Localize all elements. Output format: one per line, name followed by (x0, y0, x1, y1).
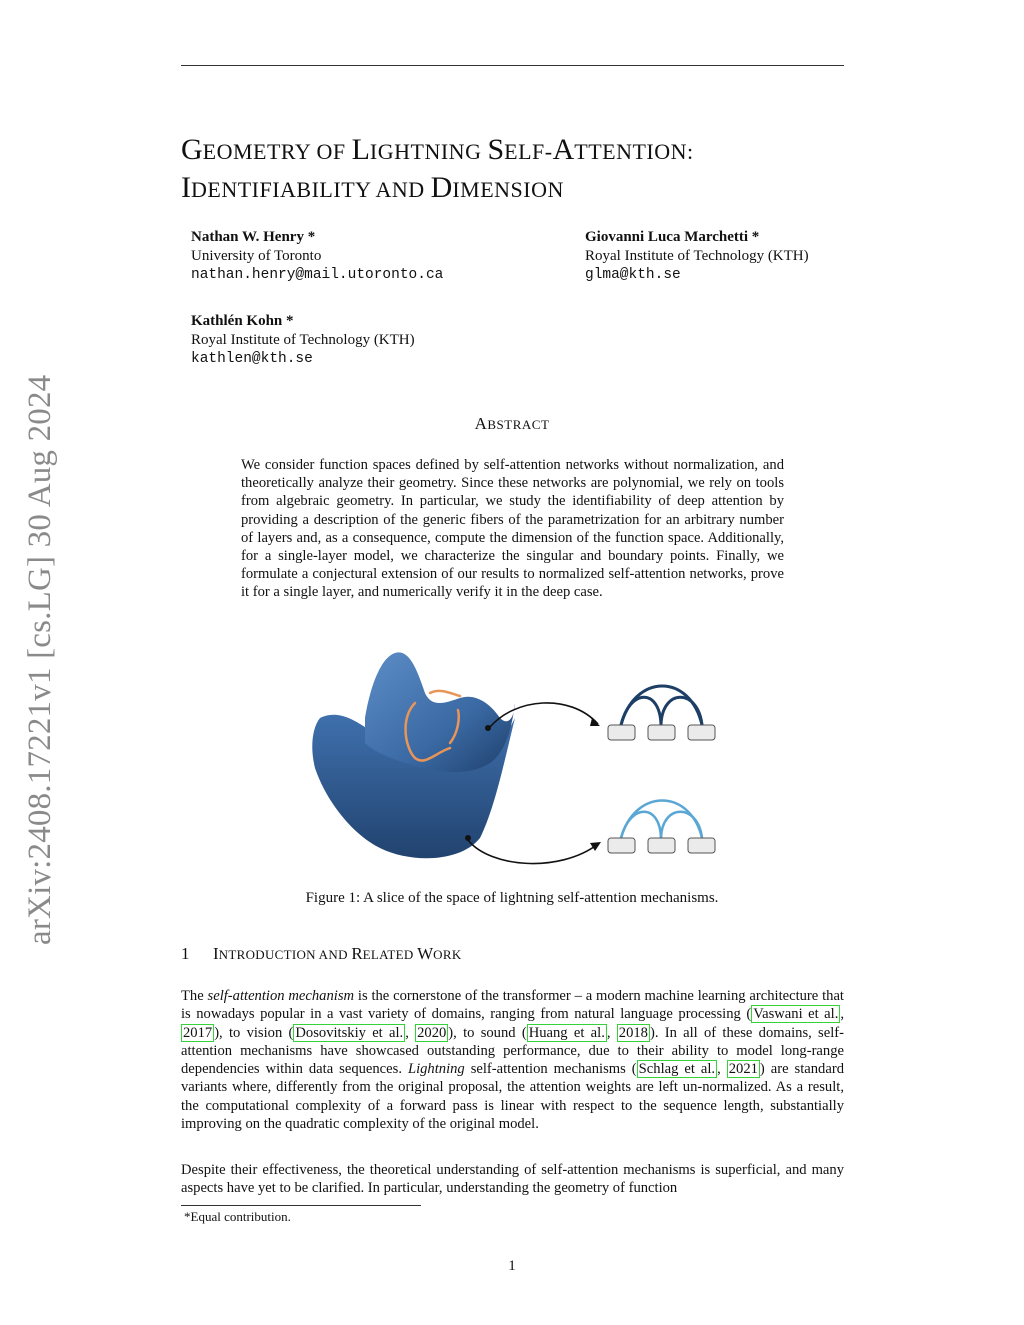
arxiv-stamp: arXiv:2408.17221v1 [cs.LG] 30 Aug 2024 (22, 374, 58, 945)
arrowhead-upper (590, 718, 600, 726)
text-run: self-attention mechanisms ( (464, 1061, 637, 1078)
citation-link[interactable]: Vaswani et al. (753, 1006, 839, 1023)
arrowhead-lower (590, 842, 601, 851)
smallcaps-rest: EOMETRY OF (202, 139, 352, 164)
author-email[interactable]: kathlen@kth.se (191, 351, 313, 367)
smallcaps-initial: I (213, 944, 219, 963)
arrow-to-lower (468, 840, 598, 864)
author-affiliation: University of Toronto (191, 248, 322, 264)
author-name: Nathan W. Henry * (191, 229, 316, 245)
title-line-2 (181, 169, 881, 207)
smallcaps-initial: I (181, 171, 191, 204)
citation-link[interactable]: 2018 (618, 1024, 648, 1041)
author-affiliation: Royal Institute of Technology (KTH) (585, 248, 809, 264)
title-line-1 (181, 131, 881, 169)
citation-link[interactable]: 2017 (183, 1024, 213, 1041)
emphasis-text: self-attention mechanism (207, 988, 355, 1004)
text-run: The (181, 988, 208, 1004)
smallcaps-initial: D (430, 171, 453, 204)
citation-link[interactable]: 2021 (728, 1061, 758, 1078)
smallcaps-initial: W (417, 944, 434, 963)
text-run: ), to vision ( (214, 1024, 294, 1041)
smallcaps-rest: ORK (433, 947, 462, 962)
author-block-1 (191, 228, 443, 285)
author-block-3 (191, 312, 415, 369)
smallcaps-rest: IGHTNING (369, 139, 488, 164)
emphasis-text: Lightning (407, 1061, 465, 1078)
footnote: *Equal contribution. (184, 1209, 291, 1224)
smallcaps-rest: ELATED (362, 947, 418, 962)
citation-link[interactable]: Dosovitskiy et al. (295, 1024, 404, 1041)
abstract-heading (0, 414, 1024, 434)
text-run: is the cornerstone of the transformer – a modern machine learning architecture that is nowadays popular in a vast variety of domains, ranging from natural language processing ( (181, 988, 844, 1023)
text-run: ) are standard variants where, differently from the original proposal, the attention weights are left un-normalized. As a result, the computational complexity of a forward pass is linear with respect to the sequence length, substantially improving on the quadratic complexity of the original model. (181, 1061, 844, 1133)
paper-title (181, 131, 881, 207)
figure-caption: Figure 1: A slice of the space of lightning self-attention mechanisms. (305, 890, 719, 906)
figure-1-illustration (300, 648, 730, 878)
citation-link[interactable]: Schlag et al. (638, 1061, 716, 1078)
author-email[interactable]: nathan.henry@mail.utoronto.ca (191, 267, 444, 283)
top-rule (181, 65, 844, 66)
token-boxes-upper (608, 725, 715, 740)
smallcaps-rest: DENTIFIABILITY AND (191, 177, 431, 202)
smallcaps-initial: G (181, 133, 203, 166)
attention-diagram-light (621, 801, 702, 839)
intro-paragraph-2: Despite their effectiveness, the theoretical understanding of self-attention mechanisms is superficial, and many aspects have yet to be clarified. In particular, understanding the geometry of function (181, 1162, 844, 1197)
smallcaps-initial: R (351, 944, 363, 963)
smallcaps-rest: ELF- (504, 139, 553, 164)
footnote-rule (181, 1205, 421, 1206)
abstract-heading-initial: A (474, 414, 488, 433)
text-run: ). In all of these domains, self-attention mechanisms have showcased outstanding performance, due to their ability to model long-range dependencies within data sequences. (181, 1024, 844, 1078)
smallcaps-initial: S (487, 133, 505, 166)
smallcaps-rest: NTRODUCTION AND (218, 947, 352, 962)
author-email[interactable]: glma@kth.se (585, 267, 681, 283)
text-run: , (606, 1024, 617, 1041)
author-name: Giovanni Luca Marchetti * (585, 229, 760, 245)
text-run: ), to sound ( (448, 1024, 527, 1041)
citation-link[interactable]: 2020 (417, 1024, 447, 1041)
smallcaps-rest: IMENSION (452, 177, 564, 202)
page-number: 1 (508, 1258, 516, 1274)
abstract-text: We consider function spaces defined by self-attention networks without normalization, and theoretically analyze their geometry. Since these networks are polynomial, we rely on tools from algebraic geometry. In particular, we study the identifiability of deep attention by providing a description of the generic fibers of the parametrization for an arbitrary number of layers and, as a consequence, compute the dimension of the function space. Additionally, for a single-layer model, we characterize the singular and boundary points. Finally, we formulate a conjectural extension of our results to normalized self-attention networks, prove it for a single layer, and numerically verify it in the deep case. (241, 457, 784, 601)
smallcaps-initial: A (552, 133, 575, 166)
author-block-2 (585, 228, 809, 285)
text-run: , (840, 1006, 844, 1023)
intro-paragraph-1 (181, 987, 844, 1133)
token-boxes-lower (608, 838, 715, 853)
text-run: , (717, 1061, 727, 1078)
smallcaps-initial: L (351, 133, 370, 166)
abstract-heading-rest: BSTRACT (487, 417, 550, 432)
section-title (213, 944, 462, 963)
smallcaps-rest: TTENTION: (574, 139, 694, 164)
citation-link[interactable]: Huang et al. (528, 1024, 605, 1041)
section-heading (181, 944, 462, 964)
section-number: 1 (181, 944, 190, 963)
attention-diagram-dark (621, 686, 702, 725)
author-name: Kathlén Kohn * (191, 313, 294, 329)
author-affiliation: Royal Institute of Technology (KTH) (191, 332, 415, 348)
text-run: , (405, 1024, 416, 1041)
